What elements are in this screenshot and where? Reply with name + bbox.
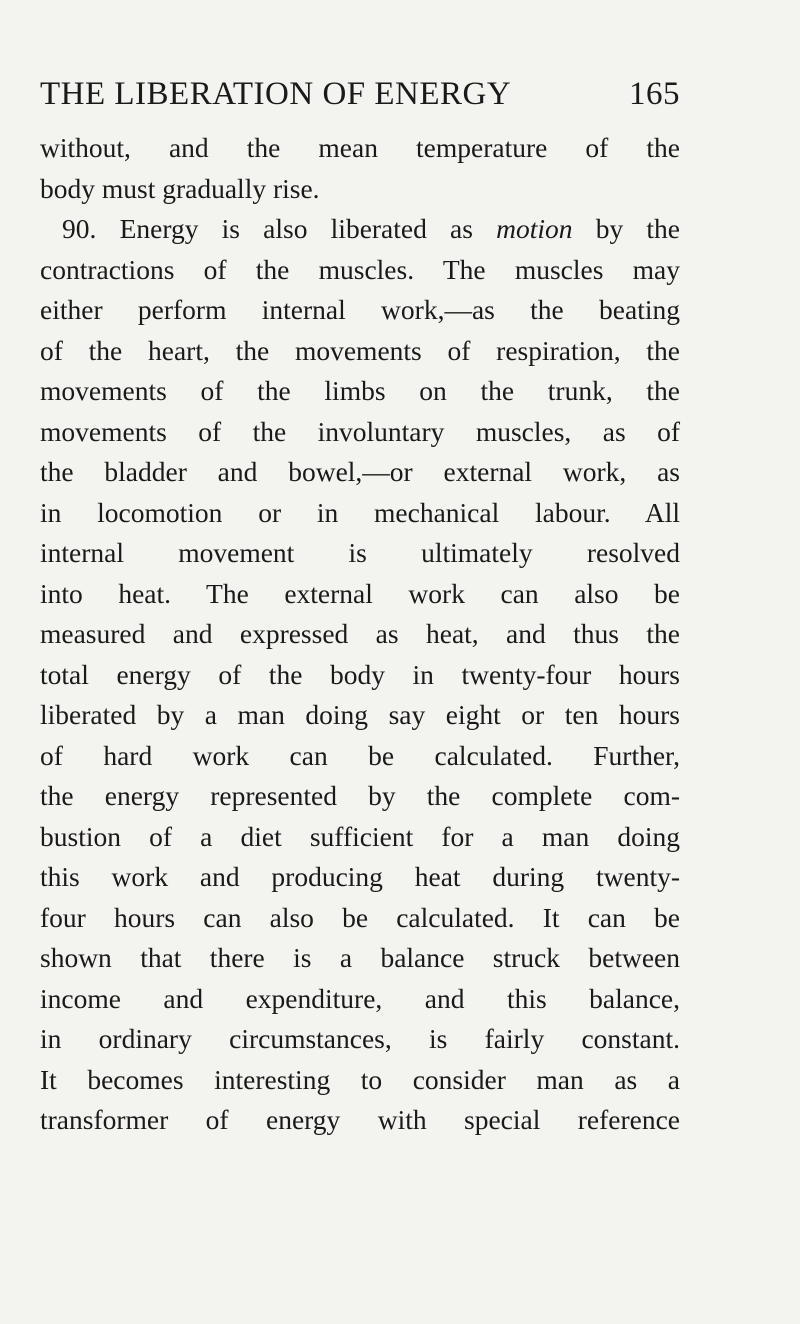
italic-term: motion (496, 213, 573, 244)
text-line: in ordinary circumstances, is fairly constant. (40, 1023, 680, 1054)
text-line: shown that there is a balance struck between (40, 942, 680, 973)
body-text (40, 128, 680, 1141)
text-line: body must gradually rise. (40, 172, 320, 204)
text-line: measured and expressed as heat, and thus the (40, 618, 680, 649)
text-line: contractions of the muscles. The muscles may (40, 253, 680, 285)
text-line: income and expenditure, and this balance, (40, 982, 680, 1014)
text-line: into heat. The external work can also be (40, 577, 680, 609)
text-line: movements of the limbs on the trunk, the (40, 375, 680, 406)
text-line: of the heart, the movements of respiration, the (40, 334, 680, 366)
text-line: without, and the mean temperature of the (40, 132, 680, 163)
text-line: transformer of energy with special reference (40, 1104, 680, 1135)
paragraph-number: 90. (62, 213, 97, 244)
text-line: internal movement is ultimately resolved (40, 537, 680, 568)
text-line: bustion of a diet sufficient for a man doing (40, 820, 680, 852)
running-head (40, 74, 680, 114)
text-line: in locomotion or in mechanical labour. All (40, 496, 680, 528)
text-fragment: Energy is also liberated as (119, 213, 473, 244)
text-line: It becomes interesting to consider man as a (40, 1063, 680, 1095)
text-fragment: by the (595, 213, 680, 244)
running-title: THE LIBERATION OF ENERGY (40, 76, 512, 112)
text-line: four hours can also be calculated. It can be (40, 901, 680, 933)
text-line: of hard work can be calculated. Further, (40, 739, 680, 771)
text-line: either perform internal work,—as the beating (40, 294, 680, 325)
text-line: the bladder and bowel,—or external work, as (40, 456, 680, 487)
text-line: liberated by a man doing say eight or ten hours (40, 699, 680, 730)
text-line: total energy of the body in twenty-four hours (40, 658, 680, 690)
text-line: this work and producing heat during twenty- (40, 861, 680, 892)
text-line: the energy represented by the complete com- (40, 780, 680, 811)
text-line: movements of the involuntary muscles, as of (40, 415, 680, 447)
paragraph-90-first-line (40, 209, 680, 250)
page-number: 165 (629, 76, 680, 112)
